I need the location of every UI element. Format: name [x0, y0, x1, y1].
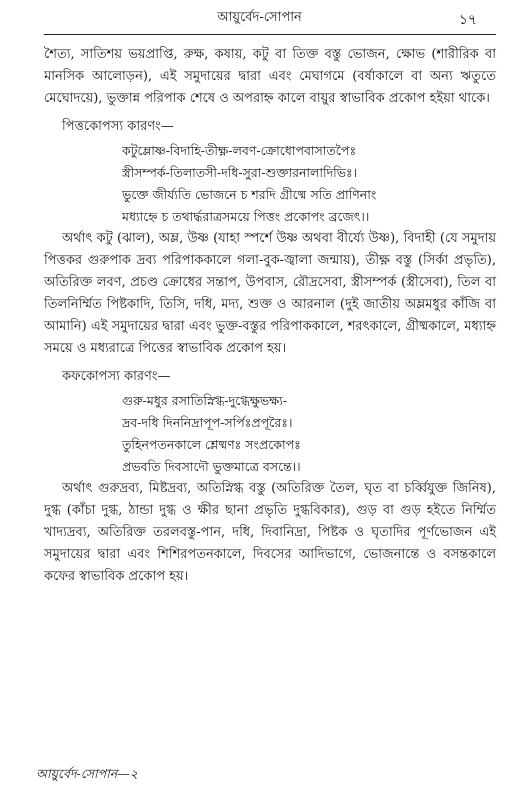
verse-line: দ্রব-দধি দিননিদ্রাপূপ-সর্পিঃপ্রপূরৈঃ। — [122, 415, 293, 430]
verse-line: তুহিনপতনকালে শ্লেষ্মণঃ সংপ্রকোপঃ — [122, 437, 301, 452]
verse-line: ভুক্তে জীর্য্যতি ভোজনে চ শরদি গ্রীষ্মে সতি প্রাণিনাং — [122, 187, 377, 202]
paragraph-pitta: অর্থাৎ কটু (ঝাল), অম্ল, উষ্ণ (যাহা স্পর্শে উষ্ণ অথবা বীর্য্যে উষ্ণ), বিদাহী (যে সমুদায় পিত্তকর গুরুপাক দ্রব্য পরিপাককালে গলা-বুক-জ্বালা জন্মায়), তীক্ষ্ণ বস্তু (সির্কা প্রভৃতি), অতিরিক্ত লবণ, প্রচণ্ড ক্রোধের সন্তাপ, উপবাস, রৌদ্রসেবা, স্ত্রীসম্পর্ক (স্ত্রীসেবা), তিল বা তিলনির্ম্মিত পিষ্টকাদি, তিসি, দধি, মদ্য, শুক্ত ও আরনাল (দুই জাতীয় অম্লমধুর কাঁজি বা আমানি) এই সমুদায়ের দ্বারা এবং ভুক্ত-বস্তুর পরিপাককালে, শরৎকালে, গ্রীষ্মকালে, মধ্যাহ্ন সময়ে ও মধ্যরাত্রে পিত্তের স্বাভাবিক প্রকোপ হয়। — [44, 231, 496, 356]
verse-line: গুরু-মধুর রসাতিস্নিগ্ধ-দুগ্ধেক্ষুভক্ষ্য- — [122, 393, 288, 408]
page-footer: আয়ুর্বেদ-সোপান—২ — [36, 766, 138, 781]
page-body — [44, 44, 496, 588]
verse-pitta — [122, 140, 496, 228]
paragraph-vata: শৈত্য, সাতিশয় ভয়প্রাপ্তি, রুক্ষ, কষায়, কটু বা তিক্ত বস্তু ভোজন, ক্ষোভ (শারীরিক বা মানসিক আলোড়ন), এই সমুদায়ের দ্বারা এবং মেঘাগমে (বর্ষাকালে বা অন্য ঋতুতে মেঘোদয়ে), ভুক্তান্ন পরিপাক শেষে ও অপরাহ্ন কালে বায়ুর স্বাভাবিক প্রকোপ হইয়া থাকে। — [44, 47, 496, 106]
verse-line: মধ্যাহ্নে চ তথার্দ্ধরাত্রসময়ে পিত্তং প্রকোপং ব্রজেৎ।। — [122, 209, 370, 224]
heading-pitta-causes: পিত্তকোপস্য কারণং— — [62, 119, 174, 134]
running-header: আয়ুর্বেদ-সোপান — [217, 10, 302, 25]
verse-line: স্ত্রীসম্পর্ক-তিলাতসী-দধি-সুরা-শুক্তারনালাদিভিঃ। — [122, 165, 358, 180]
page-number: ১৭ — [458, 12, 477, 28]
header-rule — [44, 34, 496, 35]
verse-kapha — [122, 390, 496, 478]
paragraph-kapha: অর্থাৎ গুরুদ্রব্য, মিষ্টদ্রব্য, অতিস্নিগ্ধ বস্তু (অতিরিক্ত তৈল, ঘৃত বা চর্ব্বিযুক্ত জিনিষ), দুগ্ধ (কাঁচা দুগ্ধ, ঠান্ডা দুগ্ধ ও ক্ষীর ছানা প্রভৃতি দুগ্ধবিকার), গুড় বা গুড় হইতে নির্ম্মিত খাদ্যদ্রব্য, অতিরিক্ত তরলবস্তু-পান, দধি, দিবানিদ্রা, পিষ্টক ও ঘৃতাদির পূর্ণভোজন এই সমুদায়ের দ্বারা এবং শিশিরপতনকালে, দিবসের আদিভাগে, ভোজনান্তে ও বসন্তকালে কফের স্বাভাবিক প্রকোপ হয়। — [44, 481, 496, 584]
verse-line: কটুম্লোষ্ণ-বিদাহি-তীক্ষ্ণ-লবণ-ক্রোধোপবাসাতপৈঃ — [122, 143, 357, 158]
verse-line: প্রভবতি দিবসাদৌ ভুক্তমাত্রে বসন্তে।। — [122, 459, 301, 474]
heading-kapha-causes: কফকোপস্য কারণং— — [62, 369, 171, 384]
